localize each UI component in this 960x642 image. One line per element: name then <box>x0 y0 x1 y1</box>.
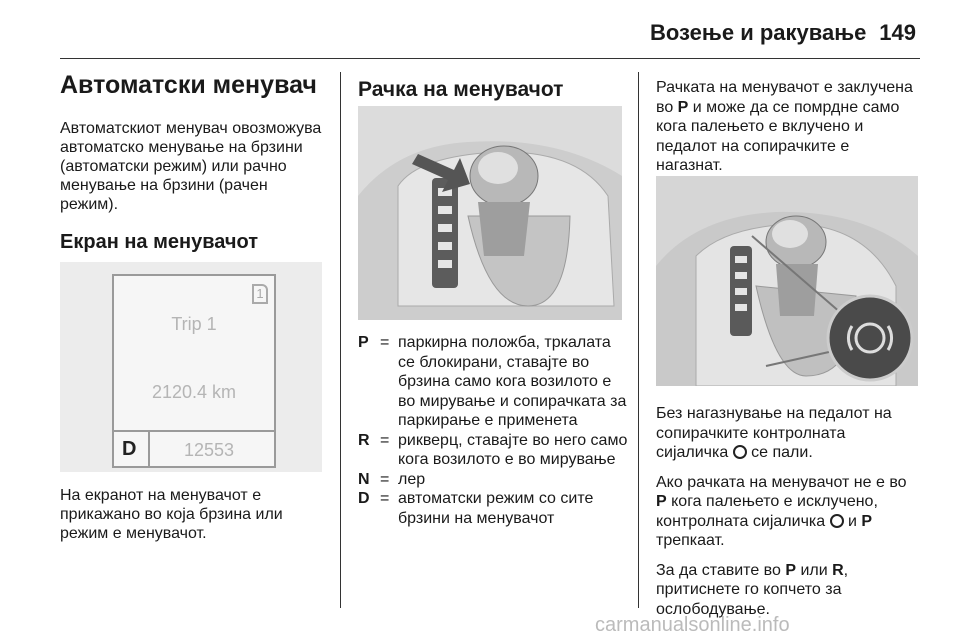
text-run: Рачката на менувачот е заклучена во <box>656 79 913 116</box>
selector-illustration <box>358 106 622 320</box>
page-number: 149 <box>879 20 916 45</box>
brake-warning-icon <box>830 514 844 528</box>
brake-warning-icon <box>733 445 747 459</box>
display-caption: На екранот на менувачот е прикажано во која брзина или режим е менувачот. <box>60 487 283 542</box>
column-1 <box>60 70 328 254</box>
trip-label: Trip 1 <box>171 314 217 334</box>
corner-digit: 1 <box>252 284 268 304</box>
trip-value: 2120.4 km <box>151 382 237 402</box>
text-run: се пали. <box>746 444 813 461</box>
text-run: и <box>843 512 862 530</box>
gear-equals: = <box>380 490 390 507</box>
text-run: Без нагазнување на педалот на сопирачките контролната сијаличка <box>656 405 892 461</box>
text-run: За да ставите во <box>656 561 786 579</box>
gear-key: D <box>358 490 370 507</box>
list-item-p <box>358 333 630 431</box>
text-run: или <box>796 561 833 579</box>
text-run: , <box>843 561 849 579</box>
display-divider <box>148 432 150 466</box>
list-item-r <box>358 431 630 470</box>
text-run-bold: R <box>832 561 844 579</box>
selector-lever-figure <box>358 106 622 320</box>
brake-paragraph <box>656 404 918 463</box>
brake-lever-figure <box>656 176 918 386</box>
section-heading: Автоматски менувач <box>60 71 317 99</box>
column-2 <box>358 78 628 102</box>
column-3-lower <box>656 404 918 629</box>
gear-display-figure <box>60 262 322 472</box>
odometer-value: 12553 <box>184 440 235 460</box>
running-header-title: Возење и ракување <box>650 20 867 45</box>
ignition-paragraph <box>656 473 918 551</box>
text-run-bold: P <box>677 98 689 116</box>
gear-indicator: D <box>122 438 137 460</box>
gear-key: R <box>358 431 370 449</box>
column-divider-1 <box>340 72 341 608</box>
text-run: трепкаат. <box>656 532 725 549</box>
subsection-heading: Екран на менувачот <box>60 231 258 253</box>
release-paragraph <box>656 561 918 620</box>
text-run: кога палењето е исклучено, контролната сијаличка <box>656 493 878 530</box>
display-panel <box>112 274 276 468</box>
intro-paragraph: Автоматскиот менувач овозможува автоматско менување на брзини (автоматски режим) или рачно менување на брзини (рачен режим). <box>60 120 322 213</box>
watermark: carmanualsonline.info <box>595 614 790 636</box>
display-separator <box>114 430 274 432</box>
text-run-bold: P <box>861 512 873 530</box>
lock-paragraph <box>656 78 918 176</box>
gear-equals: = <box>380 431 390 449</box>
gear-description: лер <box>398 470 426 488</box>
text-run: Ако рачката на менувачот не е во <box>656 473 907 491</box>
text-run-bold: P <box>656 493 667 510</box>
text-run-bold: P <box>785 561 796 579</box>
text-run: притиснете го копчето за ослободување. <box>656 581 842 618</box>
gear-key: N <box>358 470 370 488</box>
list-item-n <box>358 470 630 490</box>
text-run: и може да се помрдне само кога палењето е вклучено и педалот на сопирачките е нагазнат. <box>656 98 900 174</box>
gear-equals: = <box>380 470 390 488</box>
gear-key: P <box>358 334 369 351</box>
gear-description: автоматски режим со сите брзини на менувачот <box>398 490 594 527</box>
list-item-d <box>358 489 630 528</box>
column-divider-2 <box>638 72 639 608</box>
gear-description: паркирна положба, тркалата се блокирани, ставајте во брзина само кога возилото е во мирување и сопирачката за паркирање е применета <box>398 334 627 429</box>
brake-illustration <box>656 176 918 386</box>
gear-position-list <box>358 333 630 528</box>
gear-description: рикверц, ставајте во него само кога возилото е во мирување <box>398 431 628 468</box>
header-rule <box>60 58 920 59</box>
gear-equals: = <box>380 334 390 351</box>
selector-heading: Рачка на менувачот <box>358 78 564 101</box>
